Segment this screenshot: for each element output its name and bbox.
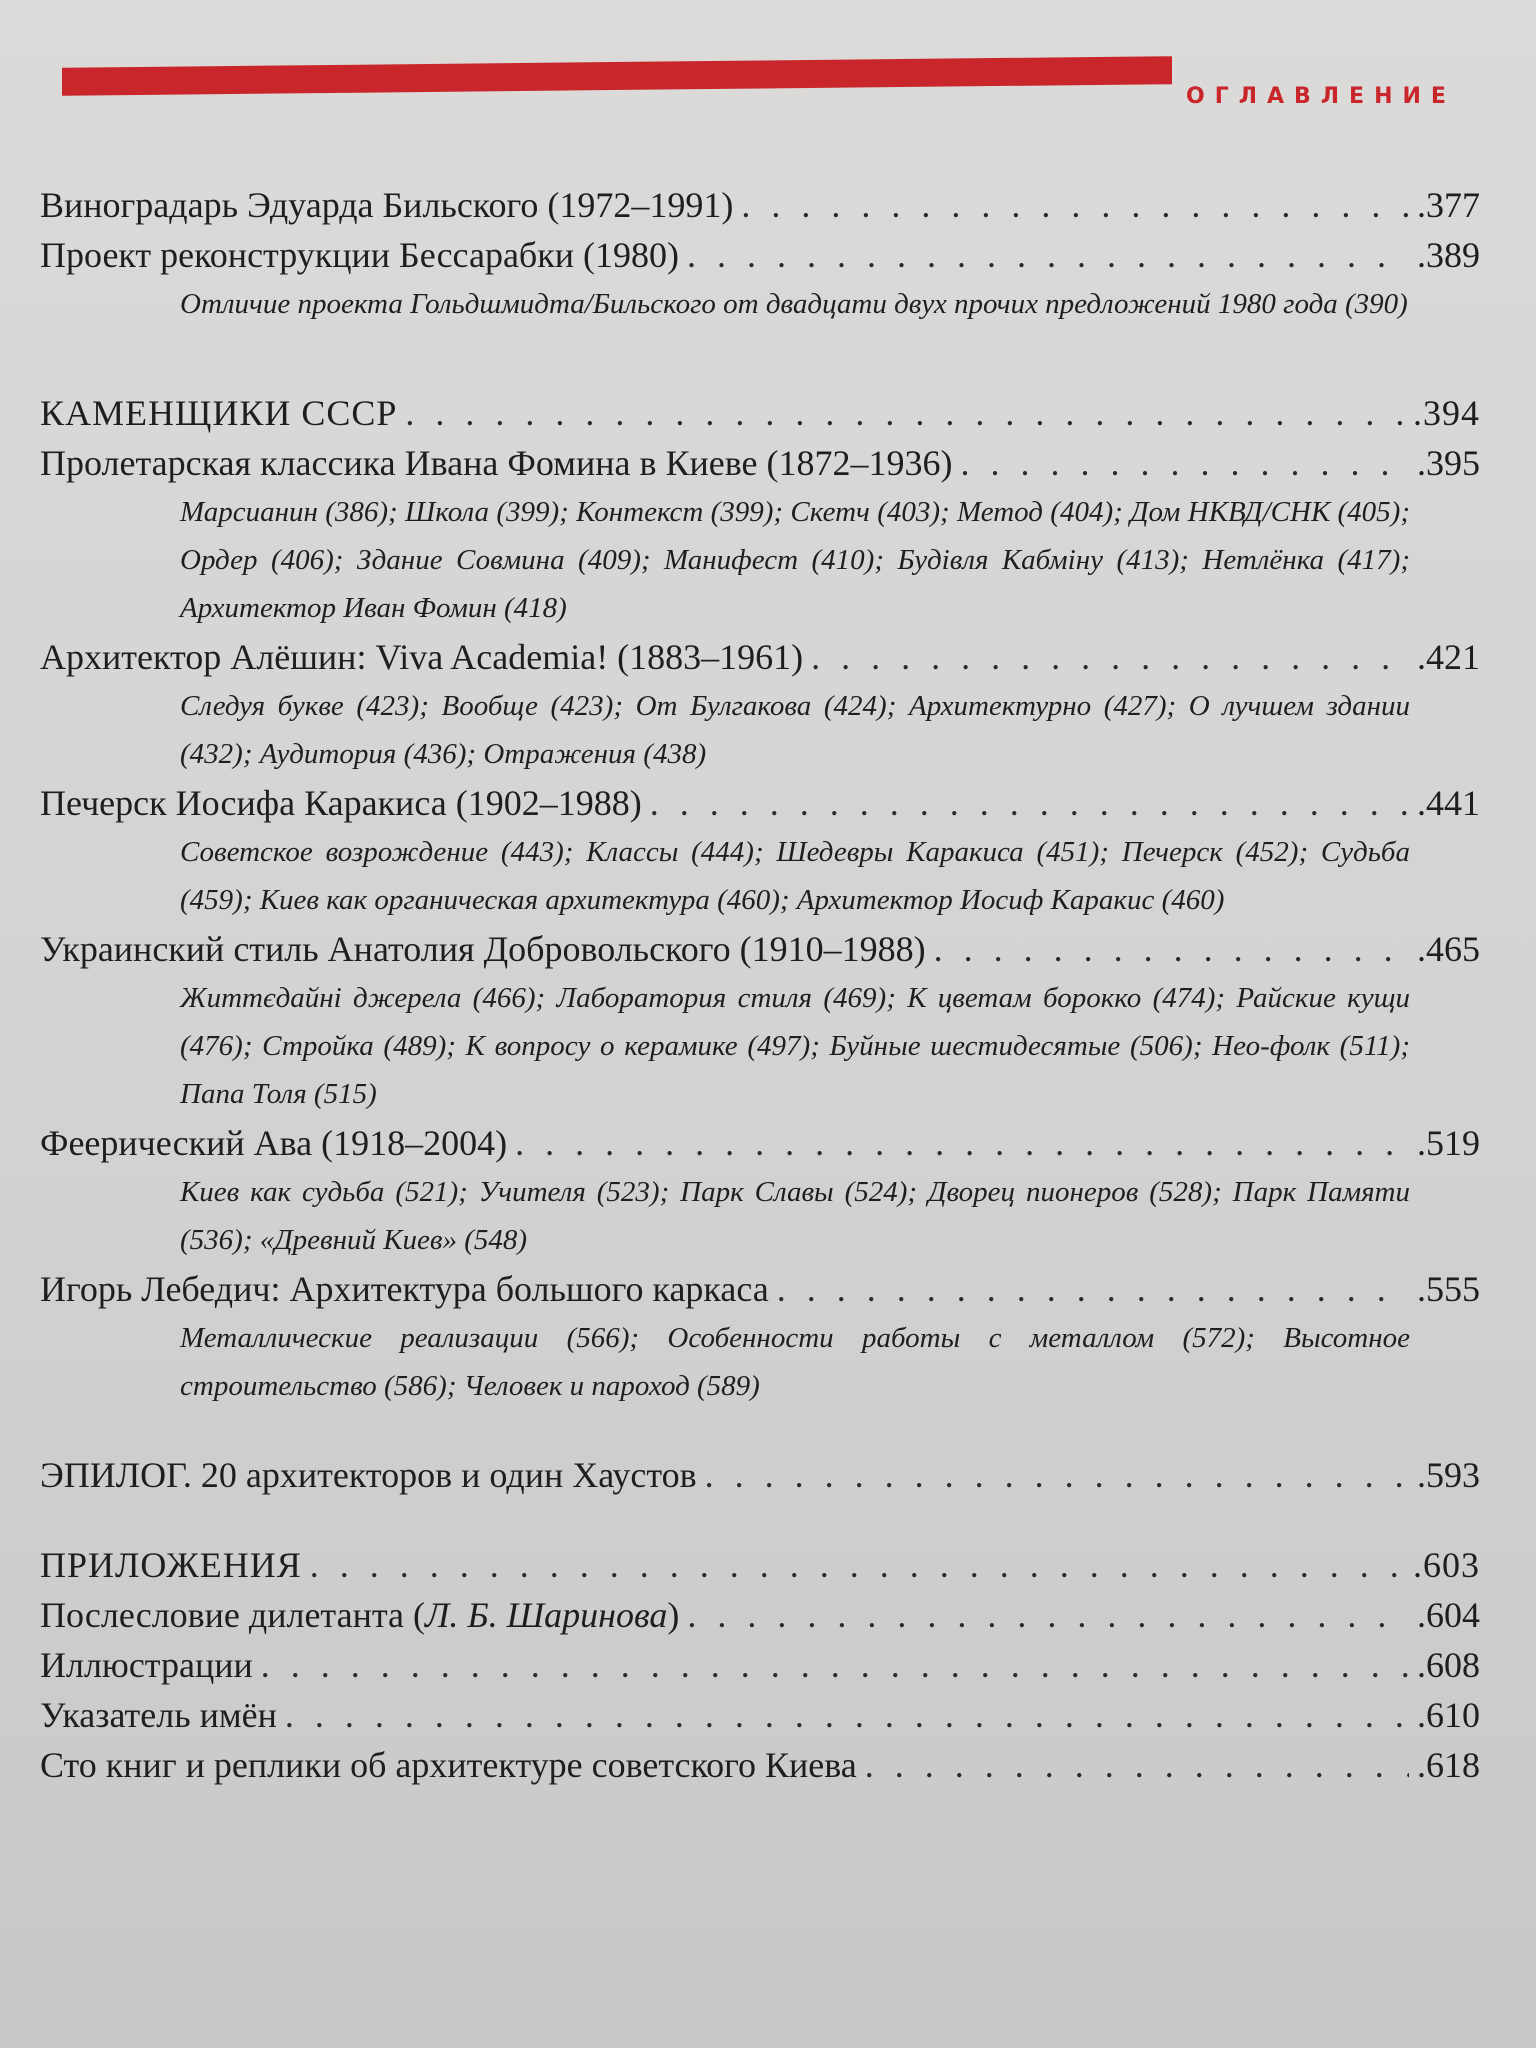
entry-title: ЭПИЛОГ. 20 архитекторов и один Хаустов bbox=[40, 1455, 697, 1495]
dot-leader bbox=[261, 1640, 1409, 1690]
entry-title: Феерический Ава (1918–2004) bbox=[40, 1123, 508, 1163]
entry-subsections: Отличие проекта Гольдшмидта/Бильского от двадцати двух прочих предложений 1980 года (390) bbox=[180, 288, 1408, 320]
dot-leader bbox=[960, 438, 1409, 488]
author-name: Л. Б. Шаринова bbox=[424, 1595, 668, 1635]
entry-title: Проект реконструкции Бессарабки (1980) bbox=[40, 235, 679, 275]
header-red-bar bbox=[62, 56, 1172, 96]
toc-entry bbox=[40, 632, 1480, 682]
entry-subsections: Життєдайні джерела (466); Лаборатория стиля (469); К цветам борокко (474); Райские кущи (476); Стройка (489); К вопросу о керамике (497); Буйные шестидесятые (506); Нео-фолк (511); Папа Толя (515) bbox=[180, 982, 1410, 1110]
toc-section bbox=[40, 388, 1480, 438]
dot-leader bbox=[515, 1118, 1409, 1168]
entry-title: Архитектор Алёшин: Viva Academia! (1883–1961) bbox=[40, 637, 804, 677]
dot-leader bbox=[811, 632, 1409, 682]
page-number: .593 bbox=[1417, 1455, 1480, 1495]
entry-title: Игорь Лебедич: Архитектура большого каркаса bbox=[40, 1269, 769, 1309]
toc-entry bbox=[40, 1118, 1480, 1168]
entry-title: Сто книг и реплики об архитектуре советского Киева bbox=[40, 1745, 857, 1785]
dot-leader bbox=[934, 924, 1409, 974]
dot-leader bbox=[777, 1264, 1409, 1314]
entry-title: Послесловие дилетанта (Л. Б. Шаринова) bbox=[40, 1595, 680, 1635]
page-number: .377 bbox=[1417, 185, 1480, 225]
entry-subsections: Металлические реализации (566); Особенности работы с металлом (572); Высотное строительство (586); Человек и пароход (589) bbox=[180, 1322, 1410, 1402]
toc-entry bbox=[40, 778, 1480, 828]
entry-title: Виноградарь Эдуарда Бильского (1972–1991) bbox=[40, 185, 734, 225]
toc-entry bbox=[40, 1590, 1480, 1640]
toc-entry-epilogue bbox=[40, 1450, 1480, 1500]
dot-leader bbox=[310, 1540, 1405, 1590]
toc-entry bbox=[40, 1264, 1480, 1314]
toc-entry bbox=[40, 1690, 1480, 1740]
header-title: ОГЛАВЛЕНИЕ bbox=[1186, 84, 1456, 109]
dot-leader bbox=[650, 778, 1409, 828]
dot-leader bbox=[687, 230, 1409, 280]
page-number: .441 bbox=[1417, 783, 1480, 823]
entry-subsections: Советское возрождение (443); Классы (444); Шедевры Каракиса (451); Печерск (452); Судьба (459); Киев как органическая архитектура (460); Архитектор Иосиф Каракис (460) bbox=[180, 836, 1410, 916]
page-number: .421 bbox=[1417, 637, 1480, 677]
dot-leader bbox=[687, 1590, 1409, 1640]
entry-subsections: Марсианин (386); Школа (399); Контекст (399); Скетч (403); Метод (404); Дом НКВД/СНК (405); Ордер (406); Здание Совмина (409); Манифест (410); Будівля Кабміну (413); Нетлёнка (417); Архитектор Иван Фомин (418) bbox=[180, 496, 1410, 624]
dot-leader bbox=[741, 180, 1409, 230]
page-number: .389 bbox=[1417, 235, 1480, 275]
page-number: .465 bbox=[1417, 929, 1480, 969]
toc-entry bbox=[40, 438, 1480, 488]
page-number: .394 bbox=[1413, 393, 1480, 433]
section-title: ПРИЛОЖЕНИЯ bbox=[40, 1545, 302, 1585]
entry-subsections: Киев как судьба (521); Учителя (523); Парк Славы (524); Дворец пионеров (528); Парк Памяти (536); «Древний Киев» (548) bbox=[180, 1176, 1410, 1256]
page-number: .608 bbox=[1417, 1645, 1480, 1685]
toc-entry bbox=[40, 924, 1480, 974]
toc-entry bbox=[40, 1740, 1480, 1790]
toc-entry bbox=[40, 1640, 1480, 1690]
toc-entry bbox=[40, 180, 1480, 230]
page-number: .519 bbox=[1417, 1123, 1480, 1163]
entry-title: Печерск Иосифа Каракиса (1902–1988) bbox=[40, 783, 642, 823]
entry-title: Украинский стиль Анатолия Добровольского (1910–1988) bbox=[40, 929, 926, 969]
dot-leader bbox=[705, 1450, 1409, 1500]
page-number: .618 bbox=[1417, 1745, 1480, 1785]
page-number: .395 bbox=[1417, 443, 1480, 483]
page-number: .610 bbox=[1417, 1695, 1480, 1735]
page-number: .603 bbox=[1413, 1545, 1480, 1585]
page-number: .555 bbox=[1417, 1269, 1480, 1309]
toc-entry bbox=[40, 230, 1480, 280]
dot-leader bbox=[865, 1740, 1409, 1790]
toc-section bbox=[40, 1540, 1480, 1590]
entry-title: Пролетарская классика Ивана Фомина в Киеве (1872–1936) bbox=[40, 443, 953, 483]
entry-title: Иллюстрации bbox=[40, 1645, 253, 1685]
dot-leader bbox=[285, 1690, 1409, 1740]
entry-subsections: Следуя букве (423); Вообще (423); От Булгакова (424); Архитектурно (427); О лучшем здании (432); Аудитория (436); Отражения (438) bbox=[180, 690, 1410, 770]
table-of-contents bbox=[40, 180, 1480, 1790]
entry-title: Указатель имён bbox=[40, 1695, 277, 1735]
dot-leader bbox=[405, 388, 1405, 438]
page-number: .604 bbox=[1417, 1595, 1480, 1635]
section-title: КАМЕНЩИКИ СССР bbox=[40, 393, 398, 433]
